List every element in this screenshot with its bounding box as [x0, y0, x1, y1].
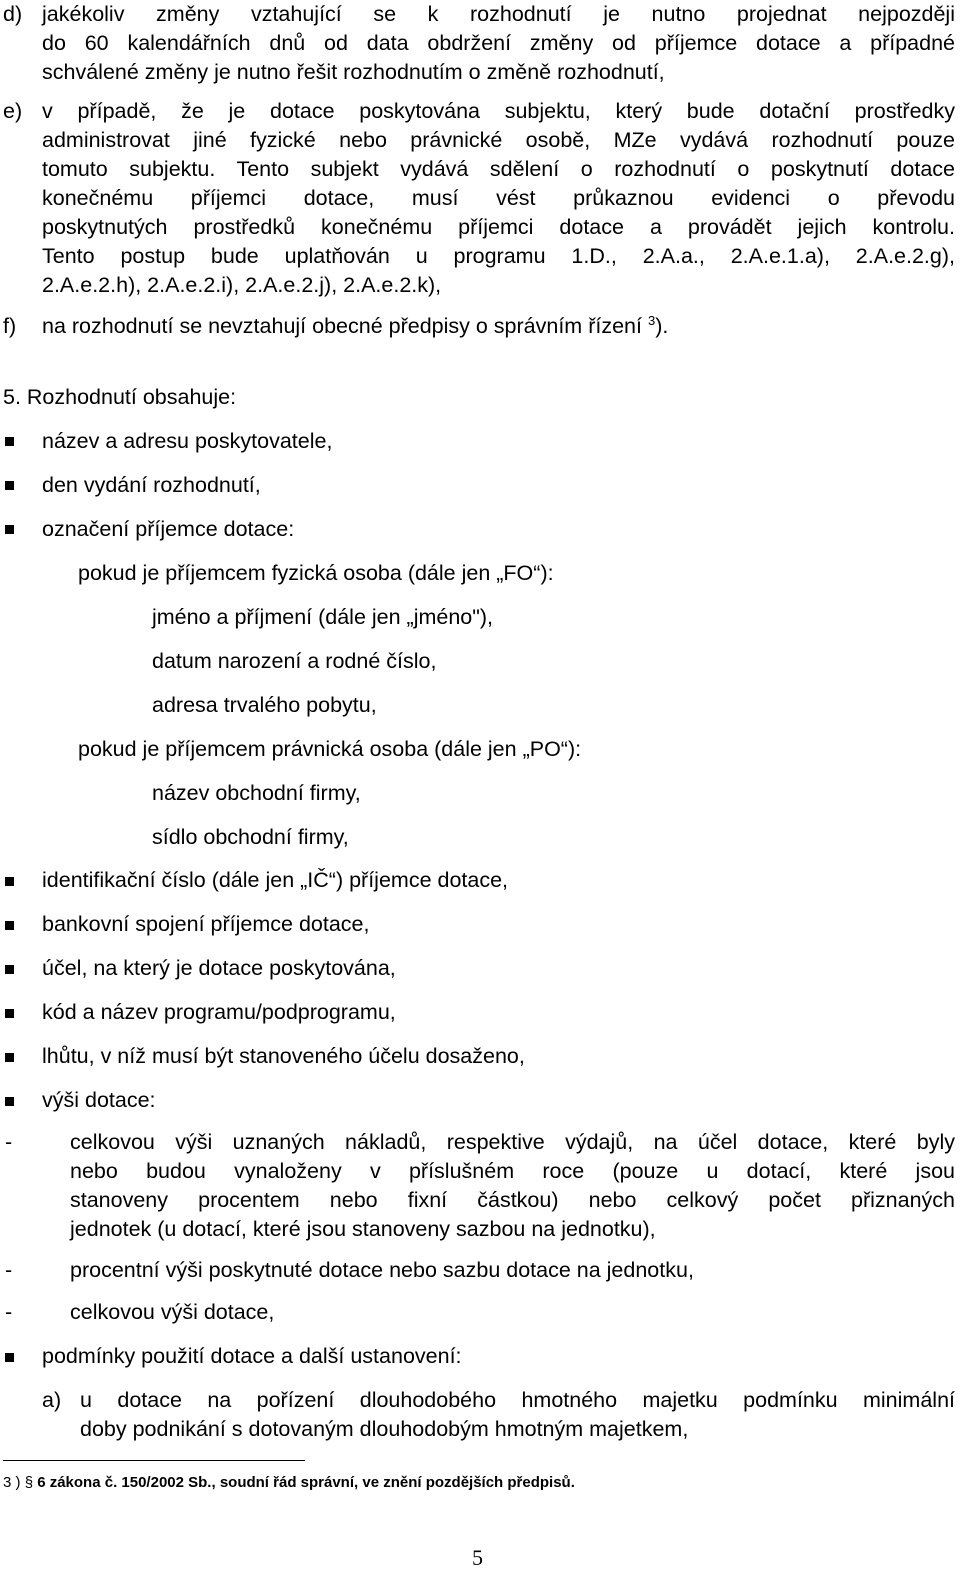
bullet-marker [5, 525, 14, 534]
item-e-line-6: Tento postup bude uplatňován u programu 1.D., 2.A.a., 2.A.e.1.a), 2.A.e.2.g), [42, 244, 955, 268]
sub-a-line-1: u dotace na pořízení dlouhodobého hmotného majetku podmínku minimální [80, 1388, 955, 1412]
dash-1-line-3: stanoveny procentem nebo fixní částkou) nebo celkový počet přiznaných [70, 1188, 955, 1212]
dash-3: celkovou výši dotace, [70, 1300, 275, 1324]
po-firm-seat: sídlo obchodní firmy, [152, 825, 349, 849]
bullet-marker [5, 437, 14, 446]
item-e-label: e) [3, 99, 23, 123]
fo-name: jméno a příjmení (dále jen „jméno"), [152, 605, 494, 629]
item-e-line-4: konečnému příjemci dotace, musí vést průkaznou evidenci o převodu [42, 186, 955, 210]
sub-a-label: a) [42, 1388, 62, 1412]
dash-marker: - [5, 1300, 13, 1324]
bullet-program: kód a název programu/podprogramu, [42, 1000, 396, 1024]
bullet-marker [5, 1353, 14, 1362]
bullet-marker [5, 877, 14, 886]
item-f-label: f) [3, 314, 17, 338]
bullet-marker [5, 1097, 14, 1106]
item-e-line-2: administrovat jiné fyzické nebo právnické osobě, MZe vydává rozhodnutí pouze [42, 128, 955, 152]
bullet-provider: název a adresu poskytovatele, [42, 429, 333, 453]
dash-1-line-2: nebo budou vynaloženy v příslušném roce (pouze u dotací, které jsou [70, 1159, 955, 1183]
po-heading: pokud je příjemcem právnická osoba (dále jen „PO“): [78, 737, 582, 761]
item-d-line-3: schválené změny je nutno řešit rozhodnutím o změně rozhodnutí, [42, 60, 665, 84]
bullet-issue-date: den vydání rozhodnutí, [42, 473, 261, 497]
dash-1-line-4: jednotek (u dotací, které jsou stanoveny sazbou na jednotku), [70, 1217, 656, 1241]
bullet-deadline: lhůtu, v níž musí být stanoveného účelu dosaženo, [42, 1044, 525, 1068]
bullet-marker [5, 481, 14, 490]
footnote-ref: 3 [647, 312, 656, 328]
fo-birth: datum narození a rodné číslo, [152, 649, 437, 673]
bullet-recipient: označení příjemce dotace: [42, 517, 295, 541]
section-sign: § [24, 1474, 34, 1491]
item-f-body: na rozhodnutí se nevztahují obecné předpisy o správním řízení [42, 314, 642, 338]
item-e-line-5: poskytnutých prostředků konečnému příjemci dotace a provádět jejich kontrolu. [42, 215, 955, 239]
bullet-marker [5, 1053, 14, 1062]
item-e-line-1: v případě, že je dotace poskytována subjektu, který bude dotační prostředky [42, 99, 955, 123]
bullet-ic: identifikační číslo (dále jen „IČ“) příjemce dotace, [42, 868, 509, 892]
dash-marker: - [5, 1130, 13, 1154]
footnote [3, 1473, 575, 1493]
fo-address: adresa trvalého pobytu, [152, 693, 377, 717]
item-d-label: d) [3, 2, 23, 26]
dash-2: procentní výši poskytnuté dotace nebo sazbu dotace na jednotku, [70, 1258, 694, 1282]
page-number: 5 [472, 1545, 483, 1570]
bullet-bank: bankovní spojení příjemce dotace, [42, 912, 370, 936]
bullet-marker [5, 1009, 14, 1018]
section-5-heading: 5. Rozhodnutí obsahuje: [3, 385, 237, 409]
bullet-marker [5, 921, 14, 930]
dash-1-line-1: celkovou výši uznaných nákladů, respektive výdajů, na účel dotace, které byly [70, 1130, 955, 1154]
bullet-amount: výši dotace: [42, 1088, 156, 1112]
item-f-suffix: ). [655, 314, 669, 338]
item-d-line-2: do 60 kalendářních dnů od data obdržení změny od příjemce dotace a případné [42, 31, 955, 55]
sub-a-line-2: doby podnikání s dotovaným dlouhodobým hmotným majetkem, [80, 1417, 689, 1441]
item-e-line-7: 2.A.e.2.h), 2.A.e.2.i), 2.A.e.2.j), 2.A.e.2.k), [42, 273, 442, 297]
item-d-line-1: jakékoliv změny vztahující se k rozhodnutí je nutno projednat nejpozději [42, 2, 955, 26]
dash-marker: - [5, 1258, 13, 1282]
footnote-ref-label: 3 ) [3, 1474, 21, 1491]
item-f-text [42, 312, 668, 341]
footnote-law: 6 zákona č. 150/2002 Sb. [37, 1474, 212, 1491]
bullet-conditions: podmínky použití dotace a další ustanovení: [42, 1344, 462, 1368]
item-e-line-3: tomuto subjektu. Tento subjekt vydává sdělení o rozhodnutí o poskytnutí dotace [42, 157, 955, 181]
footnote-rest: , soudní řád správní, ve znění pozdějších předpisů. [211, 1474, 575, 1491]
footnote-separator [3, 1460, 305, 1461]
po-firm-name: název obchodní firmy, [152, 781, 361, 805]
bullet-marker [5, 965, 14, 974]
bullet-purpose: účel, na který je dotace poskytována, [42, 956, 396, 980]
fo-heading: pokud je příjemcem fyzická osoba (dále jen „FO“): [78, 561, 554, 585]
